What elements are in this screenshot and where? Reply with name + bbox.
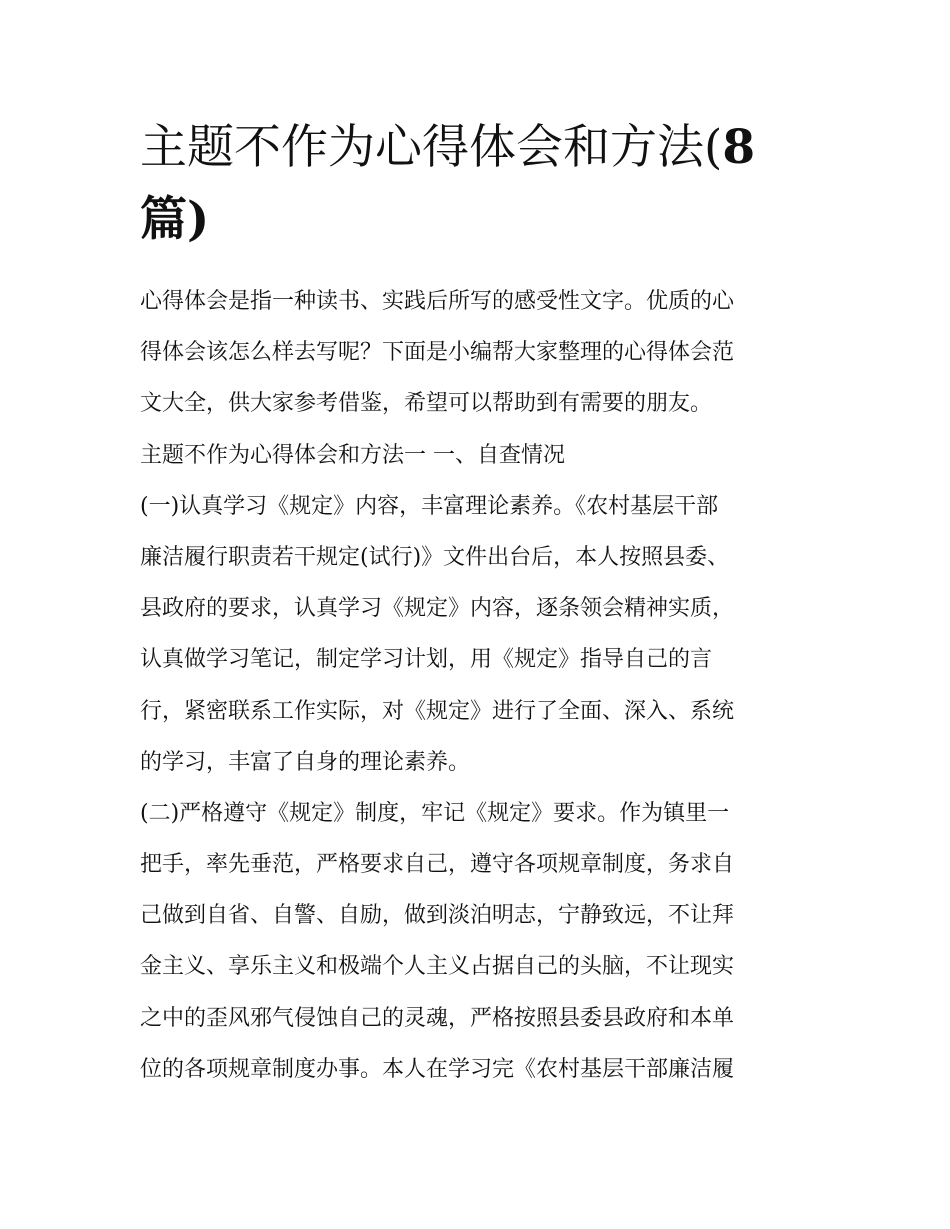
text-line: 己做到自省、自警、自励，做到淡泊明志，宁静致远，不让拜 — [140, 903, 735, 929]
page-title — [140, 112, 820, 256]
text-line: 之中的歪风邪气侵蚀自己的灵魂，严格按照县委县政府和本单 — [140, 1005, 735, 1031]
text-line: 行，紧密联系工作实际，对《规定》进行了全面、深入、系统 — [140, 698, 735, 724]
text-line: 把手，率先垂范，严格要求自己，遵守各项规章制度，务求自 — [140, 852, 735, 878]
text-line: 廉洁履行职责若干规定(试行)》文件出台后，本人按照县委、 — [140, 544, 730, 570]
text-line: 认真做学习笔记，制定学习计划，用《规定》指导自己的言 — [140, 647, 713, 673]
title-main: 主题不作为心得体会和方法( — [140, 120, 723, 175]
text-line: (二)严格遵守《规定》制度，牢记《规定》要求。作为镇里一 — [140, 800, 730, 826]
title-end: 篇) — [140, 192, 210, 247]
title-number: 8 — [722, 120, 756, 175]
text-line: 文大全，供大家参考借鉴，希望可以帮助到有需要的朋友。 — [140, 391, 713, 417]
text-line: 位的各项规章制度办事。本人在学习完《农村基层干部廉洁履 — [140, 1056, 735, 1082]
text-line: (一)认真学习《规定》内容，丰富理论素养。《农村基层干部 — [140, 493, 719, 519]
text-line: 的学习，丰富了自身的理论素养。 — [140, 749, 471, 775]
text-line: 县政府的要求，认真学习《规定》内容，逐条领会精神实质， — [140, 596, 735, 622]
text-line: 得体会该怎么样去写呢？下面是小编帮大家整理的心得体会范 — [140, 340, 735, 366]
document-body — [140, 276, 820, 1095]
section-heading: 主题不作为心得体会和方法一 一、自查情况 — [140, 442, 565, 468]
text-line: 金主义、享乐主义和极端个人主义占据自己的头脑，不让现实 — [140, 954, 735, 980]
text-line: 心得体会是指一种读书、实践后所写的感受性文字。优质的心 — [140, 289, 735, 314]
